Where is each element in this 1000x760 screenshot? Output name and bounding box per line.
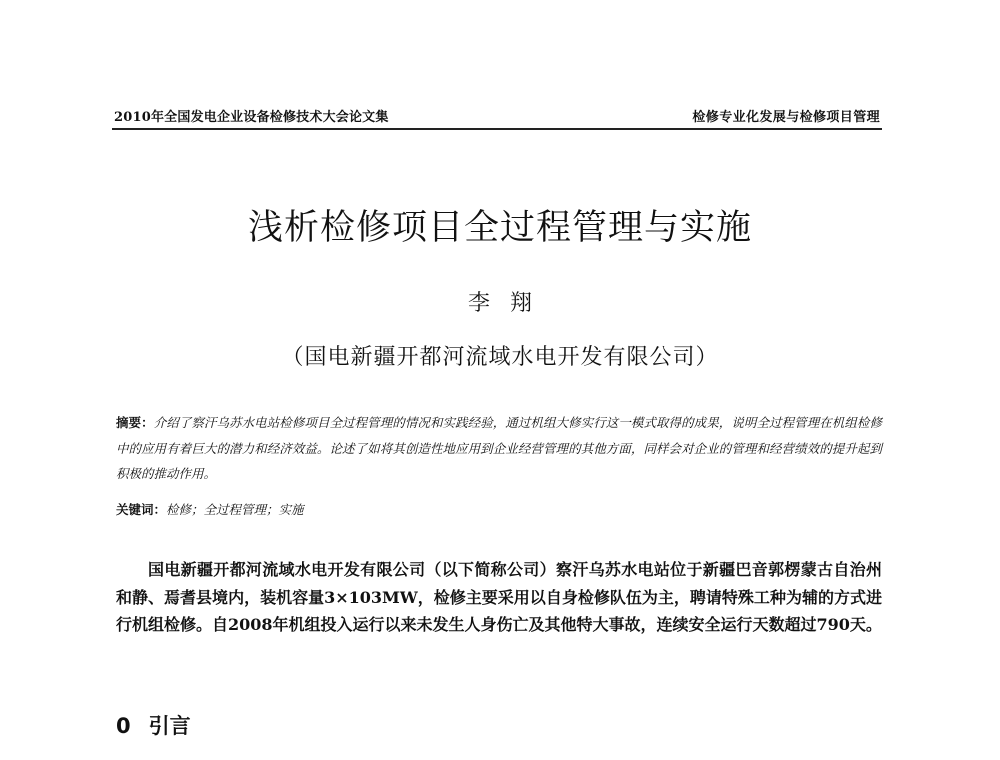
author-affiliation: （国电新疆开都河流域水电开发有限公司） (281, 345, 719, 370)
keywords-text: 检修；全过程管理；实施 (166, 502, 304, 517)
abstract (116, 410, 882, 487)
body-paragraph: 国电新疆开都河流域水电开发有限公司（以下简称公司）察汗乌苏水电站位于新疆巴音郭楞蒙古自治州和静、焉耆县境内，装机容量3×103MW，检修主要采用以自身检修队伍为主，聘请特殊工种为辅的方式进行机组检修。自2008年机组投入运行以来未发生人身伤亡及其他特大事故，连续安全运行天数超过790天。 (116, 560, 882, 634)
section-heading (116, 710, 191, 740)
abstract-text: 介绍了察汗乌苏水电站检修项目全过程管理的情况和实践经验，通过机组大修实行这一模式取得的成果，说明全过程管理在机组检修中的应用有着巨大的潜力和经济效益。论述了如将其创造性地应用到企业经营管理的其他方面，同样会对企业的管理和经营绩效的提升起到积极的推动作用。 (116, 415, 882, 481)
running-header (112, 104, 882, 130)
keywords (116, 497, 882, 522)
header-proceedings-title: 2010年全国发电企业设备检修技术大会论文集 (114, 110, 389, 125)
header-section-title: 检修专业化发展与检修项目管理 (692, 110, 880, 125)
author-name: 李翔 (467, 291, 552, 316)
section-number: 0 (116, 714, 131, 738)
keywords-label: 关键词： (116, 502, 167, 517)
paper-title: 浅析检修项目全过程管理与实施 (247, 208, 752, 248)
abstract-label: 摘要： (116, 415, 154, 430)
section-title: 引言 (148, 714, 191, 738)
